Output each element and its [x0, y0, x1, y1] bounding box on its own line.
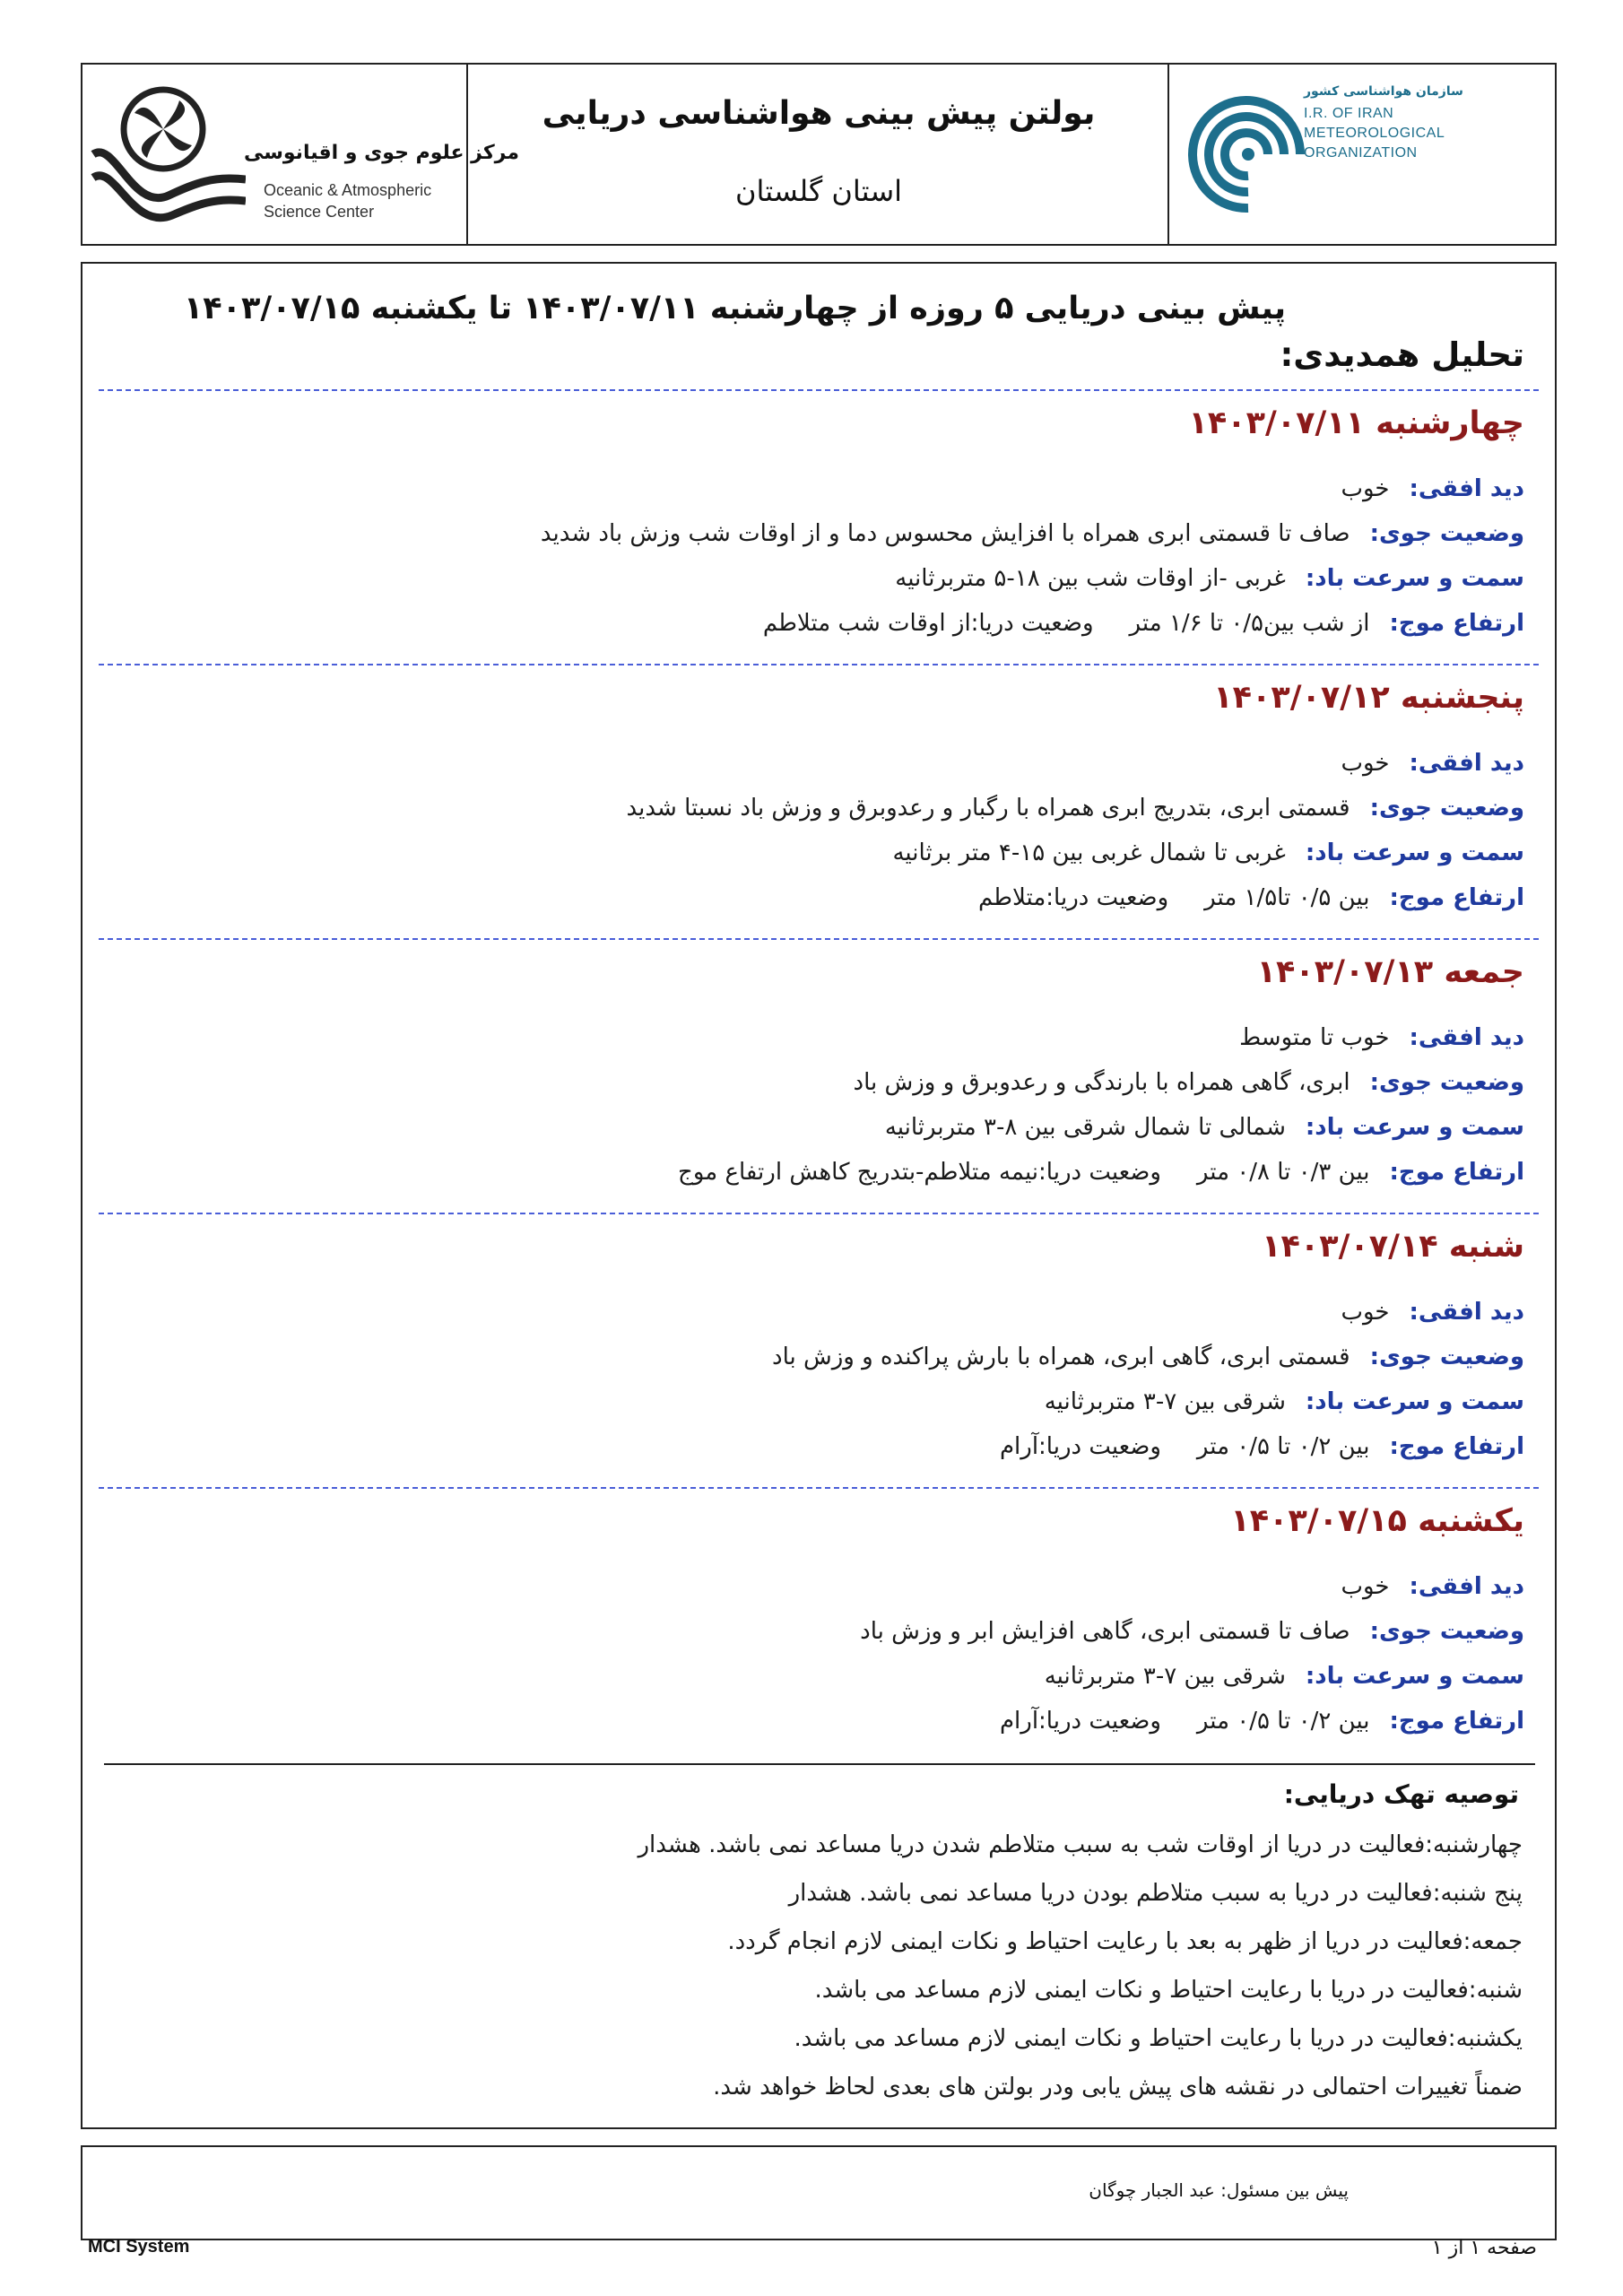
advice-line: جمعه:فعالیت در دریا از ظهر به بعد با رعایت احتیاط و نکات ایمنی لازم انجام گردد. — [727, 1928, 1523, 1955]
wave-label: ارتفاع موج: — [1389, 610, 1524, 637]
province-name: استان گلستان — [734, 174, 903, 208]
wave-value: از شب بین۰/۵ تا ۱/۶ متر — [1129, 610, 1370, 637]
wind-label: سمت و سرعت باد: — [1305, 565, 1524, 592]
sea-state-value: وضعیت دریا:نیمه متلاطم-بتدریج کاهش ارتفاع موج — [678, 1159, 1161, 1186]
visibility-value: خوب — [1341, 1299, 1390, 1326]
meteorological-organization-name-en-line3: ORGANIZATION — [1304, 145, 1418, 161]
forecast-body — [81, 262, 1557, 2129]
visibility-value: خوب تا متوسط — [1239, 1024, 1390, 1051]
responsible-forecaster: پیش بین مسئول: عبد الجبار چوگان — [1089, 2179, 1349, 2201]
day-4-weather-row — [772, 1344, 1524, 1370]
dashed-separator — [99, 389, 1539, 391]
oceanic-center-logo-cell — [82, 65, 519, 244]
wind-value: شرقی بین ۷-۳ متربرثانیه — [1044, 1388, 1286, 1415]
wave-value: بین ۰/۲ تا ۰/۵ متر — [1196, 1708, 1370, 1735]
day-4-wind-row — [1045, 1388, 1524, 1415]
day-5-visibility-row — [1341, 1573, 1524, 1600]
day-5-weather-row — [860, 1618, 1524, 1645]
day-1-title: چهارشنبه ۱۴۰۳/۰۷/۱۱ — [1188, 405, 1524, 441]
day-1-visibility-row — [1341, 475, 1524, 502]
day-3-wave-row — [678, 1159, 1524, 1186]
day-5-wave-row — [1000, 1708, 1524, 1735]
meteorological-organization-logo-icon — [1185, 91, 1311, 226]
day-2-weather-row — [627, 795, 1524, 822]
page-number: صفحه ۱ از ۱ — [1431, 2237, 1537, 2259]
wave-label: ارتفاع موج: — [1389, 1159, 1524, 1186]
visibility-label: دید افقی: — [1409, 1299, 1524, 1326]
sea-state-value: وضعیت دریا:از اوقات شب متلاطم — [762, 610, 1094, 637]
advice-line: پنج شنبه:فعالیت در دریا به سبب متلاطم بودن دریا مساعد نمی باشد. هشدار — [788, 1880, 1523, 1907]
day-4-wave-row — [1000, 1433, 1524, 1460]
bulletin-header — [81, 63, 1557, 246]
wind-value: شمالی تا شمال شرقی بین ۸-۳ متربرثانیه — [884, 1114, 1286, 1141]
wind-value: غربی تا شمال غربی بین ۱۵-۴ متر برثانیه — [892, 839, 1286, 866]
oceanic-center-name-en-line2: Science Center — [264, 203, 375, 221]
day-1-weather-row — [541, 520, 1524, 547]
wind-label: سمت و سرعت باد: — [1305, 839, 1524, 866]
dashed-separator — [99, 1213, 1539, 1214]
visibility-value: خوب — [1341, 475, 1390, 502]
visibility-label: دید افقی: — [1409, 475, 1524, 502]
meteorological-organization-name-fa: سازمان هواشناسی کشور — [1304, 84, 1463, 99]
advice-line: یکشنبه:فعالیت در دریا با رعایت احتیاط و نکات ایمنی لازم مساعد می باشد. — [794, 2025, 1523, 2052]
header-title-cell — [468, 65, 1169, 244]
oceanic-center-name-en-line1: Oceanic & Atmospheric — [264, 181, 432, 199]
dashed-separator — [99, 1487, 1539, 1489]
day-3-visibility-row — [1239, 1024, 1524, 1051]
forecaster-signature-box — [81, 2145, 1557, 2240]
wave-label: ارتفاع موج: — [1389, 1433, 1524, 1460]
advice-line: ضمناً تغییرات احتمالی در نقشه های پیش یابی ودر بولتن های بعدی لحاظ خواهد شد. — [713, 2074, 1523, 2100]
day-3-weather-row — [854, 1069, 1525, 1096]
meteorological-organization-logo-cell — [1169, 65, 1555, 244]
visibility-label: دید افقی: — [1409, 1024, 1524, 1051]
day-2-wave-row — [978, 884, 1524, 911]
meteorological-organization-name-en-line1: I.R. OF IRAN — [1304, 106, 1394, 121]
wind-label: سمت و سرعت باد: — [1305, 1388, 1524, 1415]
day-1-wave-row — [763, 610, 1524, 637]
wind-value: غربی -از اوقات شب بین ۱۸-۵ متربرثانیه — [895, 565, 1286, 592]
wind-value: شرقی بین ۷-۳ متربرثانیه — [1044, 1663, 1286, 1690]
sea-state-value: وضعیت دریا:آرام — [999, 1433, 1161, 1460]
day-5-title: یکشنبه ۱۴۰۳/۰۷/۱۵ — [1230, 1503, 1524, 1539]
day-2-title: پنجشنبه ۱۴۰۳/۰۷/۱۲ — [1213, 680, 1524, 716]
oceanic-center-logo-icon — [88, 77, 246, 235]
visibility-label: دید افقی: — [1409, 1573, 1524, 1600]
sea-state-value: وضعیت دریا:متلاطم — [978, 884, 1169, 911]
day-3-title: جمعه ۱۴۰۳/۰۷/۱۳ — [1256, 954, 1524, 990]
wave-label: ارتفاع موج: — [1389, 1708, 1524, 1735]
dashed-separator — [99, 664, 1539, 665]
day-5-wind-row — [1045, 1663, 1524, 1690]
weather-value: قسمتی ابری، بتدریج ابری همراه با رگبار و رعدوبرق و وزش باد نسبتا شدید — [626, 795, 1350, 822]
advice-separator — [104, 1763, 1535, 1765]
weather-value: قسمتی ابری، گاهی ابری، همراه با بارش پراکنده و وزش باد — [771, 1344, 1350, 1370]
weather-label: وضعیت جوی: — [1369, 1069, 1524, 1096]
wind-label: سمت و سرعت باد: — [1305, 1114, 1524, 1141]
day-3-wind-row — [885, 1114, 1524, 1141]
wave-value: بین ۰/۳ تا ۰/۸ متر — [1196, 1159, 1370, 1186]
visibility-value: خوب — [1341, 1573, 1390, 1600]
weather-value: صاف تا قسمتی ابری، گاهی افزایش ابر و وزش باد — [860, 1618, 1350, 1645]
oceanic-center-name-fa: مرکز علوم جوی و اقیانوسی — [244, 142, 519, 164]
day-2-visibility-row — [1341, 750, 1524, 777]
marine-advice-title: توصیه تهک دریایی: — [1283, 1779, 1519, 1809]
day-4-visibility-row — [1341, 1299, 1524, 1326]
day-4-title: شنبه ۱۴۰۳/۰۷/۱۴ — [1262, 1229, 1524, 1265]
weather-label: وضعیت جوی: — [1369, 520, 1524, 547]
weather-value: ابری، گاهی همراه با بارندگی و رعدوبرق و وزش باد — [853, 1069, 1350, 1096]
day-2-wind-row — [892, 839, 1524, 866]
weather-label: وضعیت جوی: — [1369, 1618, 1524, 1645]
system-name: MCI System — [88, 2237, 190, 2257]
sea-state-value: وضعیت دریا:آرام — [999, 1708, 1161, 1735]
advice-line: شنبه:فعالیت در دریا با رعایت احتیاط و نکات ایمنی لازم مساعد می باشد. — [814, 1977, 1523, 2004]
visibility-label: دید افقی: — [1409, 750, 1524, 777]
day-1-wind-row — [895, 565, 1524, 592]
weather-label: وضعیت جوی: — [1369, 795, 1524, 822]
meteorological-organization-name-en-line2: METEOROLOGICAL — [1304, 126, 1445, 141]
wind-label: سمت و سرعت باد: — [1305, 1663, 1524, 1690]
wave-value: بین ۰/۵ تا۱/۵ متر — [1204, 884, 1370, 911]
weather-value: صاف تا قسمتی ابری همراه با افزایش محسوس دما و از اوقات شب وزش باد شدید — [540, 520, 1350, 547]
bulletin-title: بولتن پیش بینی هواشناسی دریایی — [542, 95, 1096, 132]
dashed-separator — [99, 938, 1539, 940]
weather-label: وضعیت جوی: — [1369, 1344, 1524, 1370]
wave-label: ارتفاع موج: — [1389, 884, 1524, 911]
visibility-value: خوب — [1341, 750, 1390, 777]
wave-value: بین ۰/۲ تا ۰/۵ متر — [1196, 1433, 1370, 1460]
advice-line: چهارشنبه:فعالیت در دریا از اوقات شب به سبب متلاطم شدن دریا مساعد نمی باشد. هشدار — [638, 1831, 1523, 1858]
forecast-period-title: پیش بینی دریایی ۵ روزه از چهارشنبه ۱۴۰۳/۰۷/۱۱ تا یکشنبه ۱۴۰۳/۰۷/۱۵ — [183, 291, 1286, 326]
synoptic-analysis-label: تحلیل همدیدی: — [1280, 335, 1524, 374]
